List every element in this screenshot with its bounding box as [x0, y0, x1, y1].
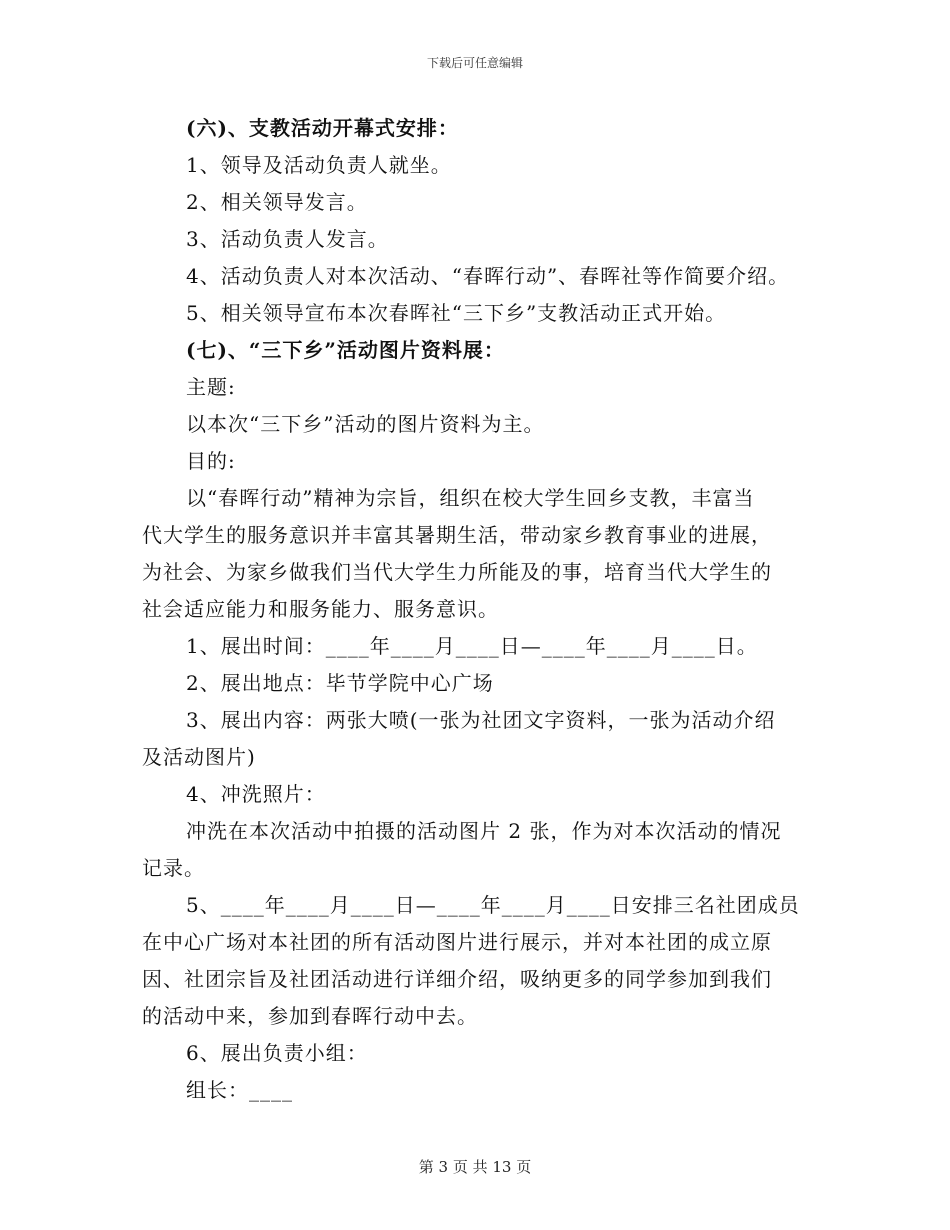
purpose-paragraph-line: 以“春晖行动”精神为宗旨，组织在校大学生回乡支教，丰富当 — [186, 486, 755, 510]
photo-paragraph-line: 记录。 — [142, 856, 205, 880]
page-header: 下载后可任意编辑 — [426, 56, 523, 70]
exhibit-time: 1、展出时间：____年____月____日—____年____月____日。 — [186, 634, 758, 658]
exhibit-content-line: 3、展出内容：两张大喷(一张为社团文字资料，一张为活动介绍 — [186, 708, 776, 732]
section-6-item: 1、领导及活动负责人就坐。 — [186, 153, 452, 177]
section-6-item: 2、相关领导发言。 — [186, 190, 368, 214]
section-7-title: (七)、“三下乡”活动图片资料展： — [186, 338, 505, 362]
schedule-paragraph-line: 5、____年____月____日—____年____月____日安排三名社团成员 — [186, 893, 800, 917]
purpose-label: 目的: — [186, 449, 236, 473]
schedule-paragraph-line: 因、社团宗旨及社团活动进行详细介绍，吸纳更多的同学参加到我们 — [142, 967, 772, 991]
page-footer: 第 3 页 共 13 页 — [418, 1158, 532, 1176]
section-6-item: 4、活动负责人对本次活动、“春晖行动”、春晖社等作简要介绍。 — [186, 264, 790, 288]
purpose-paragraph-line: 社会适应能力和服务能力、服务意识。 — [142, 597, 499, 621]
purpose-paragraph-line: 代大学生的服务意识并丰富其暑期生活，带动家乡教育事业的进展， — [142, 523, 772, 547]
group-leader: 组长：____ — [186, 1078, 293, 1102]
group-label: 6、展出负责小组： — [186, 1041, 368, 1065]
photo-paragraph-line: 冲洗在本次活动中拍摄的活动图片 2 张，作为对本次活动的情况 — [186, 819, 782, 843]
theme-text: 以本次“三下乡”活动的图片资料为主。 — [186, 412, 545, 436]
document-body — [142, 110, 822, 1109]
section-6-item: 5、相关领导宣布本次春晖社“三下乡”支教活动正式开始。 — [186, 301, 727, 325]
section-6-title: (六)、支教活动开幕式安排： — [186, 116, 459, 140]
schedule-paragraph-line: 的活动中来，参加到春晖行动中去。 — [142, 1004, 478, 1028]
exhibit-place: 2、展出地点：毕节学院中心广场 — [186, 671, 494, 695]
schedule-paragraph-line: 在中心广场对本社团的所有活动图片进行展示，并对本社团的成立原 — [142, 930, 772, 954]
section-6-item: 3、活动负责人发言。 — [186, 227, 389, 251]
exhibit-content-line: 及活动图片) — [142, 745, 256, 769]
photo-label: 4、冲洗照片： — [186, 782, 326, 806]
theme-label: 主题: — [186, 375, 236, 399]
purpose-paragraph-line: 为社会、为家乡做我们当代大学生力所能及的事，培育当代大学生的 — [142, 560, 772, 584]
